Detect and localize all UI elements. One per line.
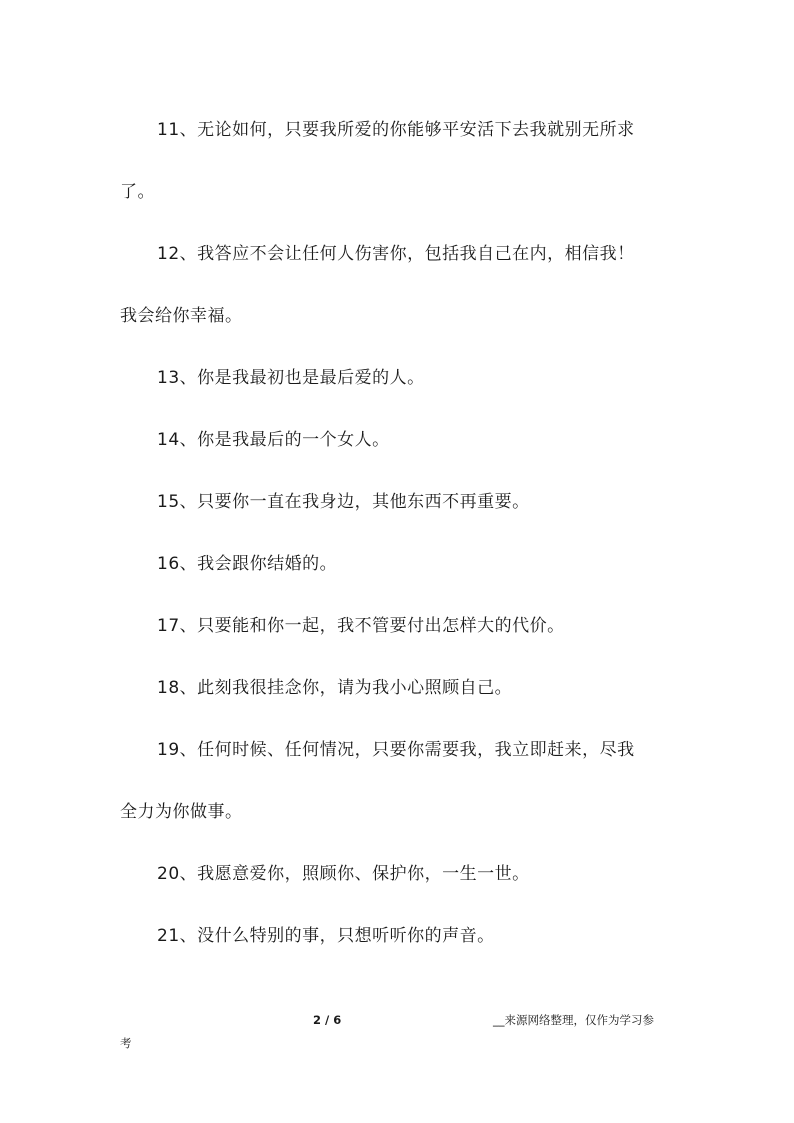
text-line-item-14: 14、你是我最后的一个女人。 [157,430,390,450]
page-number: 2 / 6 [313,1013,342,1027]
text-line-item-17: 17、只要能和你一起，我不管要付出怎样大的代价。 [157,616,565,636]
source-note-continuation: 考 [120,1036,132,1050]
text-line-item-12: 12、我答应不会让任何人伤害你，包括我自己在内，相信我！ [157,244,635,264]
text-line-item-11-cont: 了。 [120,182,155,202]
source-note: __来源网络整理，仅作为学习参 [493,1013,654,1027]
text-line-item-19: 19、任何时候、任何情况，只要你需要我，我立即赶来，尽我 [157,740,635,760]
text-line-item-12-cont: 我会给你幸福。 [120,306,243,326]
text-line-item-15: 15、只要你一直在我身边，其他东西不再重要。 [157,492,530,512]
text-line-item-20: 20、我愿意爱你，照顾你、保护你，一生一世。 [157,864,530,884]
text-line-item-21: 21、没什么特别的事，只想听听你的声音。 [157,926,495,946]
text-line-item-11: 11、无论如何，只要我所爱的你能够平安活下去我就别无所求 [157,120,635,140]
text-line-item-16: 16、我会跟你结婚的。 [157,554,338,574]
text-line-item-13: 13、你是我最初也是最后爱的人。 [157,368,425,388]
text-line-item-18: 18、此刻我很挂念你，请为我小心照顾自己。 [157,678,513,698]
text-line-item-19-cont: 全力为你做事。 [120,802,243,822]
